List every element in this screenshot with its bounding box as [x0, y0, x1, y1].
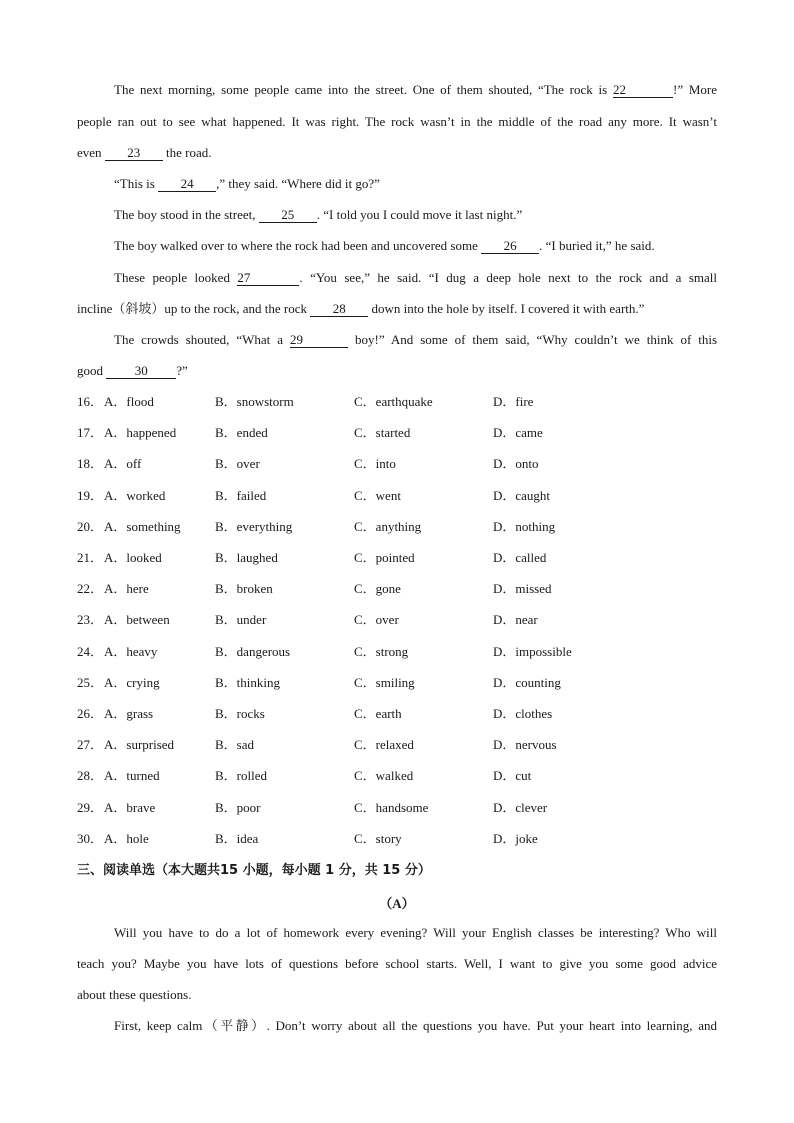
passage-line-2	[77, 113, 717, 131]
option-c: C．smiling	[354, 675, 415, 690]
passage-text: The boy walked over to where the rock had been and uncovered some	[114, 238, 478, 253]
option-d: D．came	[493, 425, 543, 440]
option-a: A．brave	[104, 800, 156, 815]
reading-line-2	[77, 955, 717, 973]
passage-text: the road.	[166, 145, 212, 160]
reading-line-3	[77, 986, 717, 1004]
blank-28: 28	[310, 302, 368, 317]
question-number: 27．	[77, 737, 104, 752]
option-c: C．anything	[354, 519, 422, 534]
blank-30: 30	[106, 364, 176, 379]
option-a: A．turned	[104, 768, 160, 783]
question-number: 18．	[77, 456, 104, 471]
option-b: B．sad	[215, 737, 255, 752]
option-row	[77, 487, 717, 505]
option-row	[77, 518, 717, 536]
option-d: D．called	[493, 550, 547, 565]
option-row	[77, 611, 717, 629]
option-b: B．ended	[215, 425, 268, 440]
passage-text: boy!” And some of them said, “Why couldn’t we think of this	[355, 332, 718, 347]
question-number: 19．	[77, 488, 104, 503]
option-c: C．went	[354, 488, 401, 503]
question-number: 26．	[77, 706, 104, 721]
option-d: D．caught	[493, 488, 551, 503]
question-number: 23．	[77, 612, 104, 627]
question-number: 28．	[77, 768, 104, 783]
option-row	[77, 549, 717, 567]
reading-text: Will you have to do a lot of homework every evening? Will your English classes be interesting? Who will	[114, 925, 717, 940]
option-c: C．handsome	[354, 800, 429, 815]
option-d: D．clothes	[493, 706, 553, 721]
passage-a-label: （A）	[379, 896, 415, 911]
option-b: B．under	[215, 612, 267, 627]
option-d: D．fire	[493, 394, 534, 409]
option-b: B．dangerous	[215, 644, 291, 659]
option-d: D．clever	[493, 800, 548, 815]
option-row	[77, 830, 717, 848]
passage-text: The boy stood in the street,	[114, 207, 256, 222]
question-number: 20．	[77, 519, 104, 534]
passage-text: . “I told you I could move it last night.”	[316, 207, 523, 222]
option-c: C．over	[354, 612, 399, 627]
option-c: C．earth	[354, 706, 402, 721]
option-c: C．pointed	[354, 550, 415, 565]
option-d: D．cut	[493, 768, 532, 783]
passage-text: people ran out to see what happened. It was right. The rock wasn’t in the middle of the road any more. It wasn’t	[77, 114, 717, 129]
question-number: 22．	[77, 581, 104, 596]
reading-line-1	[114, 924, 717, 942]
option-d: D．nothing	[493, 519, 556, 534]
reading-text: First, keep calm（平静）. Don’t worry about all the questions you have. Put your heart into learning, and	[114, 1018, 717, 1033]
question-number: 24．	[77, 644, 104, 659]
option-a: A．hole	[104, 831, 149, 846]
passage-line-4	[114, 175, 380, 193]
option-a: A．off	[104, 456, 142, 471]
option-row	[77, 705, 717, 723]
option-a: A．here	[104, 581, 149, 596]
option-d: D．joke	[493, 831, 538, 846]
option-row	[77, 799, 717, 817]
option-row	[77, 767, 717, 785]
option-c: C．story	[354, 831, 402, 846]
passage-text: even	[77, 145, 102, 160]
option-c: C．earthquake	[354, 394, 433, 409]
option-a: A．flood	[104, 394, 154, 409]
option-row	[77, 643, 717, 661]
option-row	[77, 674, 717, 692]
blank-22: 22	[613, 83, 673, 98]
question-number: 29．	[77, 800, 104, 815]
option-a: A．something	[104, 519, 181, 534]
option-row	[77, 736, 717, 754]
blank-23: 23	[105, 146, 163, 161]
passage-line-1	[114, 81, 717, 99]
passage-text: The crowds shouted, “What a	[114, 332, 284, 347]
option-a: A．between	[104, 612, 170, 627]
option-b: B．over	[215, 456, 260, 471]
passage-text: “This is	[114, 176, 155, 191]
option-b: B．rocks	[215, 706, 265, 721]
blank-27: 27	[237, 271, 299, 286]
passage-text: . “You see,” he said. “I dug a deep hole next to the rock and a small	[299, 270, 717, 285]
passage-line-10	[77, 362, 188, 380]
reading-text: about these questions.	[77, 987, 192, 1002]
option-c: C．gone	[354, 581, 401, 596]
question-number: 25．	[77, 675, 104, 690]
option-c: C．relaxed	[354, 737, 414, 752]
option-row	[77, 393, 717, 411]
passage-line-6	[114, 237, 655, 255]
passage-text: The next morning, some people came into the street. One of them shouted, “The rock is	[114, 82, 608, 97]
question-number: 30．	[77, 831, 104, 846]
option-c: C．started	[354, 425, 411, 440]
option-a: A．heavy	[104, 644, 158, 659]
reading-line-4	[114, 1017, 717, 1035]
section-title: 三、阅读单选（本大题共15 小题，每小题 1 分，共 15 分）	[77, 863, 431, 878]
option-a: A．worked	[104, 488, 166, 503]
option-d: D．nervous	[493, 737, 557, 752]
passage-text: down into the hole by itself. I covered it with earth.”	[371, 301, 645, 316]
option-b: B．rolled	[215, 768, 267, 783]
option-row	[77, 424, 717, 442]
option-d: D．impossible	[493, 644, 572, 659]
passage-line-7	[114, 269, 717, 287]
passage-text: !” More	[672, 82, 717, 97]
option-a: A．grass	[104, 706, 154, 721]
option-a: A．surprised	[104, 737, 175, 752]
question-number: 21．	[77, 550, 104, 565]
option-b: B．everything	[215, 519, 293, 534]
reading-text: teach you? Maybe you have lots of questions before school starts. Well, I want to give you some good advice	[77, 956, 717, 971]
passage-text: ,” they said. “Where did it go?”	[216, 176, 380, 191]
passage-line-8	[77, 300, 644, 318]
option-d: D．missed	[493, 581, 552, 596]
passage-text: incline（斜坡）up to the rock, and the rock	[77, 301, 307, 316]
option-b: B．broken	[215, 581, 273, 596]
option-b: B．thinking	[215, 675, 281, 690]
question-number: 16．	[77, 394, 104, 409]
option-b: B．laughed	[215, 550, 278, 565]
option-a: A．happened	[104, 425, 177, 440]
option-a: A．crying	[104, 675, 160, 690]
option-row	[77, 580, 717, 598]
option-c: C．strong	[354, 644, 409, 659]
option-b: B．snowstorm	[215, 394, 294, 409]
blank-26: 26	[481, 239, 539, 254]
blank-29: 29	[290, 333, 348, 348]
option-c: C．walked	[354, 768, 414, 783]
option-d: D．near	[493, 612, 538, 627]
blank-25: 25	[259, 208, 317, 223]
option-a: A．looked	[104, 550, 162, 565]
option-d: D．onto	[493, 456, 539, 471]
option-row	[77, 455, 717, 473]
question-number: 17．	[77, 425, 104, 440]
passage-text: . “I buried it,” he said.	[539, 238, 655, 253]
passage-line-3	[77, 144, 717, 162]
option-c: C．into	[354, 456, 396, 471]
passage-text: These people looked	[114, 270, 230, 285]
option-b: B．idea	[215, 831, 259, 846]
passage-line-9	[114, 331, 717, 349]
option-b: B．failed	[215, 488, 267, 503]
passage-line-5	[114, 206, 522, 224]
passage-text: good	[77, 363, 103, 378]
blank-24: 24	[158, 177, 216, 192]
option-d: D．counting	[493, 675, 561, 690]
passage-text: ?”	[176, 363, 188, 378]
option-b: B．poor	[215, 800, 261, 815]
